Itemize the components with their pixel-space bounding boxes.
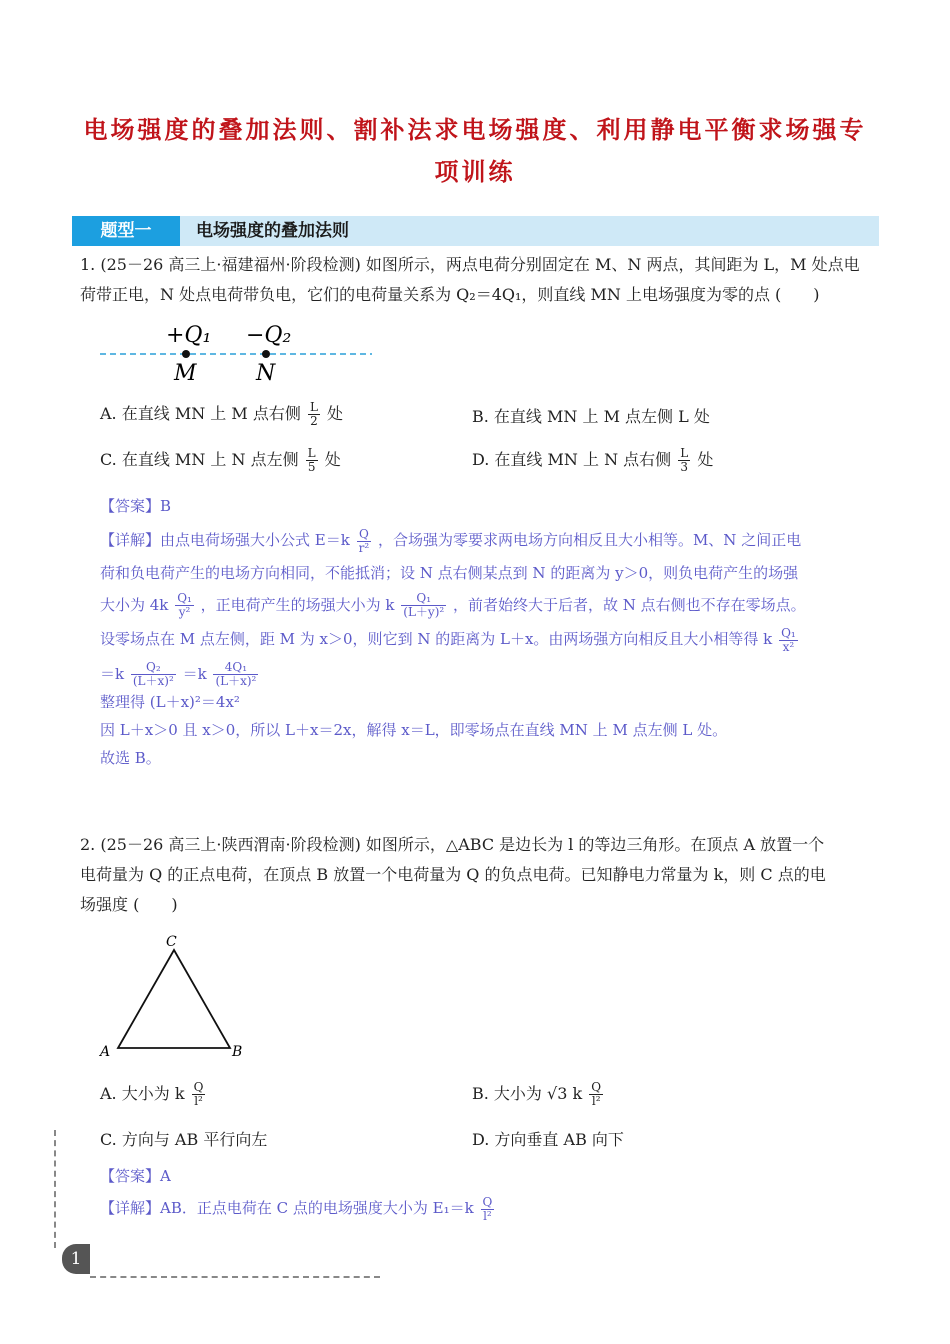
section-banner — [72, 216, 879, 246]
q1-option-d-tail: 处 — [697, 450, 714, 469]
label-n: N — [256, 361, 276, 386]
q1-detail-line2: 荷和负电荷产生的电场方向相同，不能抵消；设 N 点右侧某点到 N 的距离为 y＞0，则负电荷产生的场强 — [100, 563, 799, 582]
answer-value: A — [160, 1167, 171, 1185]
q1-option-d[interactable] — [472, 446, 713, 474]
q2-line3: 场强度 ( ) — [80, 895, 178, 914]
q1-detail-line1: 【详解】由点电荷场强大小公式 E＝k $\frac{Q}{\text{r²}}$ ，合场强为零要求两电场方向相反且大小相等。M、N 之间正电 — [100, 526, 802, 555]
triangle-abc — [118, 950, 230, 1048]
q1-detail-line7: 因 L＋x＞0 且 x＞0，所以 L＋x＝2x，解得 x＝L，即零场点在直线 MN 上 M 点左侧 L 处。 — [100, 721, 728, 739]
q1-detail-line8: 故选 B。 — [100, 749, 161, 767]
q1-stem — [80, 250, 885, 310]
answer-value: B — [160, 497, 172, 515]
q2-option-d[interactable] — [472, 1126, 624, 1154]
q2-explanation: 【详解】AB．正点电荷在 C 点的电场强度大小为 E₁＝k $\frac{Q}{\text{l²}}$ — [100, 1194, 493, 1223]
q2-option-a[interactable] — [100, 1080, 207, 1108]
q1-option-a[interactable] — [100, 400, 343, 428]
q1-detail-line6: 整理得 (L＋x)²＝4x² — [100, 693, 240, 711]
section-title: 电场强度的叠加法则 — [196, 221, 349, 241]
q1-line1: 1. (25－26 高三上·福建福州·阶段检测) 如图所示，两点电荷分别固定在 M、N 两点，其间距为 L，M 处点电 — [80, 255, 860, 274]
q2-figure-triangle — [98, 930, 248, 1062]
q1-detail-line3: 大小为 4k $\frac{\text{Q₁}}{\text{y²}}$ ，正电荷产生的场强大小为 k $\frac{\text{Q₁}}{\text{(L＋y)²}}$ ，前者始终大于后者，故 N 点右侧也不存在零场点。 — [100, 591, 806, 619]
q1-figure — [98, 316, 378, 388]
page-title-line1: 电场强度的叠加法则、割补法求电场强度、利用静电平衡求场强专 — [83, 116, 867, 144]
label-q1: +Q₁ — [166, 323, 212, 348]
q2-answer — [100, 1162, 171, 1190]
fraction: $\frac{L}{3}$ — [680, 446, 689, 474]
vertex-c-label: C — [166, 934, 177, 950]
q1-detail-line5: ＝k $\frac{\text{Q₂}}{\text{(L＋x)²}}$ ＝k $\frac{\text{4Q₁}}{\text{(L＋x)²}}$ — [100, 660, 257, 688]
answer-label: 【答案】 — [100, 497, 161, 515]
q2-line1: 2. (25－26 高三上·陕西渭南·阶段检测) 如图所示，△ABC 是边长为 l 的等边三角形。在顶点 A 放置一个 — [80, 835, 825, 854]
q2-option-d-text: D. 方向垂直 AB 向下 — [472, 1130, 624, 1149]
q2-option-b[interactable] — [472, 1080, 605, 1108]
point-n — [262, 350, 270, 358]
point-m — [182, 350, 190, 358]
q1-option-c-tail: 处 — [324, 450, 341, 469]
q1-option-b[interactable] — [472, 403, 710, 431]
q2-option-a-text: A. 大小为 k — [100, 1084, 185, 1103]
margin-dash-vertical — [54, 1130, 56, 1248]
answer-label: 【答案】 — [100, 1167, 161, 1185]
fraction: $\frac{L}{5}$ — [307, 446, 316, 474]
q1-option-a-text: A. 在直线 MN 上 M 点右侧 — [100, 404, 301, 423]
q2-option-c-text: C. 方向与 AB 平行向左 — [100, 1130, 268, 1149]
section-tag: 题型一 — [72, 216, 180, 246]
page-number: 1 — [62, 1244, 90, 1274]
q1-option-c-text: C. 在直线 MN 上 N 点左侧 — [100, 450, 299, 469]
q1-option-c[interactable] — [100, 446, 341, 474]
vertex-a-label: A — [100, 1044, 111, 1060]
fraction: $\frac{Q}{\text{l²}}$ — [193, 1080, 204, 1108]
vertex-b-label: B — [232, 1044, 243, 1060]
q2-option-b-text: B. 大小为 √3 k — [472, 1084, 583, 1103]
fraction: $\frac{Q}{\text{l²}}$ — [591, 1080, 602, 1108]
label-m: M — [174, 361, 197, 386]
q2-option-c[interactable] — [100, 1126, 267, 1154]
q1-explanation — [100, 526, 890, 772]
q1-option-b-text: B. 在直线 MN 上 M 点左侧 L 处 — [472, 407, 710, 426]
q1-answer — [100, 492, 171, 520]
q1-option-a-tail: 处 — [327, 404, 344, 423]
footer-dash — [90, 1276, 380, 1278]
label-q2: −Q₂ — [246, 323, 292, 348]
q1-detail-line4: 设零场点在 M 点左侧，距 M 为 x＞0，则它到 N 的距离为 L＋x。由两场强方向相反且大小相等得 k $\frac{\text{Q₁}}{\text{x²}}$ — [100, 625, 796, 654]
q1-line2: 荷带正电，N 处点电荷带负电，它们的电荷量关系为 Q₂＝4Q₁，则直线 MN 上电场强度为零的点 ( ) — [80, 285, 820, 304]
q2-line2: 电荷量为 Q 的正点电荷，在顶点 B 放置一个电荷量为 Q 的负点电荷。已知静电力常量为 k，则 C 点的电 — [80, 865, 826, 884]
q2-stem — [80, 830, 885, 920]
q1-option-d-text: D. 在直线 MN 上 N 点右侧 — [472, 450, 672, 469]
page-title-line2: 项训练 — [434, 158, 516, 186]
fraction: $\frac{L}{2}$ — [309, 400, 318, 428]
